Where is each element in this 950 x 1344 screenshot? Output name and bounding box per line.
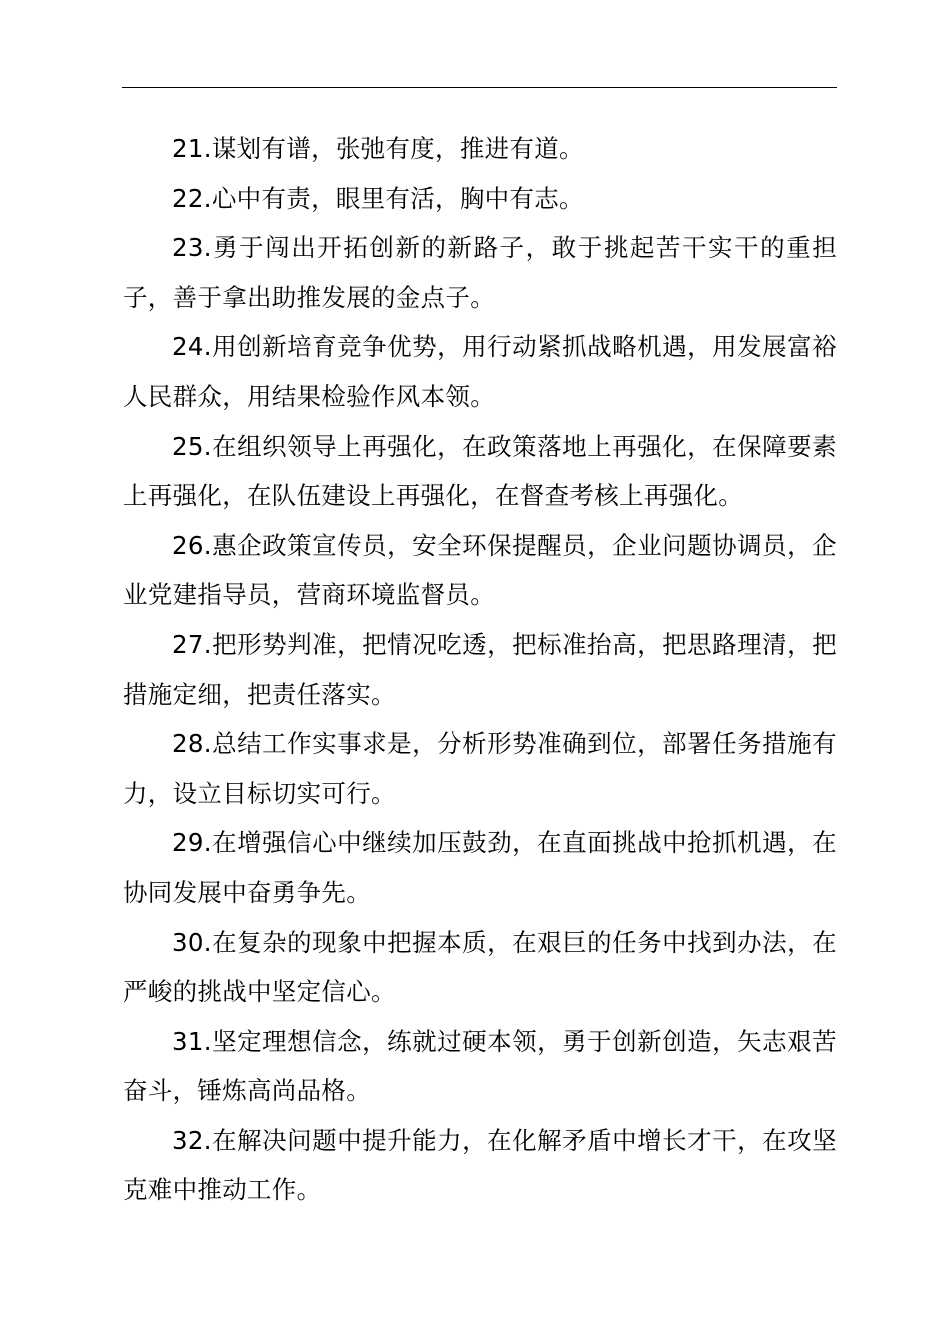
list-item-24: 24.用创新培育竞争优势，用行动紧抓战略机遇，用发展富裕人民群众，用结果检验作风本领。 xyxy=(123,332,837,411)
list-item-29: 29.在增强信心中继续加压鼓劲，在直面挑战中抢抓机遇，在协同发展中奋勇争先。 xyxy=(123,828,837,907)
list-item-28: 28.总结工作实事求是，分析形势准确到位，部署任务措施有力，设立目标切实可行。 xyxy=(123,729,837,808)
list-item-30: 30.在复杂的现象中把握本质，在艰巨的任务中找到办法，在严峻的挑战中坚定信心。 xyxy=(123,927,837,1007)
list-item-25: 25.在组织领导上再强化，在政策落地上再强化，在保障要素上再强化，在队伍建设上再强化，在督查考核上再强化。 xyxy=(123,431,837,511)
list-item-27: 27.把形势判准，把情况吃透，把标准抬高，把思路理清，把措施定细，把责任落实。 xyxy=(123,629,837,709)
list-item-23: 23.勇于闯出开拓创新的新路子，敢于挑起苦干实干的重担子，善于拿出助推发展的金点子。 xyxy=(123,233,837,312)
header-rule xyxy=(122,87,837,88)
list-item-22: 22.心中有责，眼里有活，胸中有志。 xyxy=(172,183,584,213)
list-item-21: 21.谋划有谱，张弛有度，推进有道。 xyxy=(172,134,584,163)
list-item-31: 31.坚定理想信念，练就过硬本领，勇于创新创造，矢志艰苦奋斗，锤炼高尚品格。 xyxy=(123,1026,837,1106)
list-item-26: 26.惠企政策宣传员，安全环保提醒员，企业问题协调员，企业党建指导员，营商环境监督员。 xyxy=(123,530,837,610)
list-item-32: 32.在解决问题中提升能力，在化解矛盾中增长才干，在攻坚克难中推动工作。 xyxy=(123,1125,837,1205)
document-body xyxy=(123,124,837,1215)
